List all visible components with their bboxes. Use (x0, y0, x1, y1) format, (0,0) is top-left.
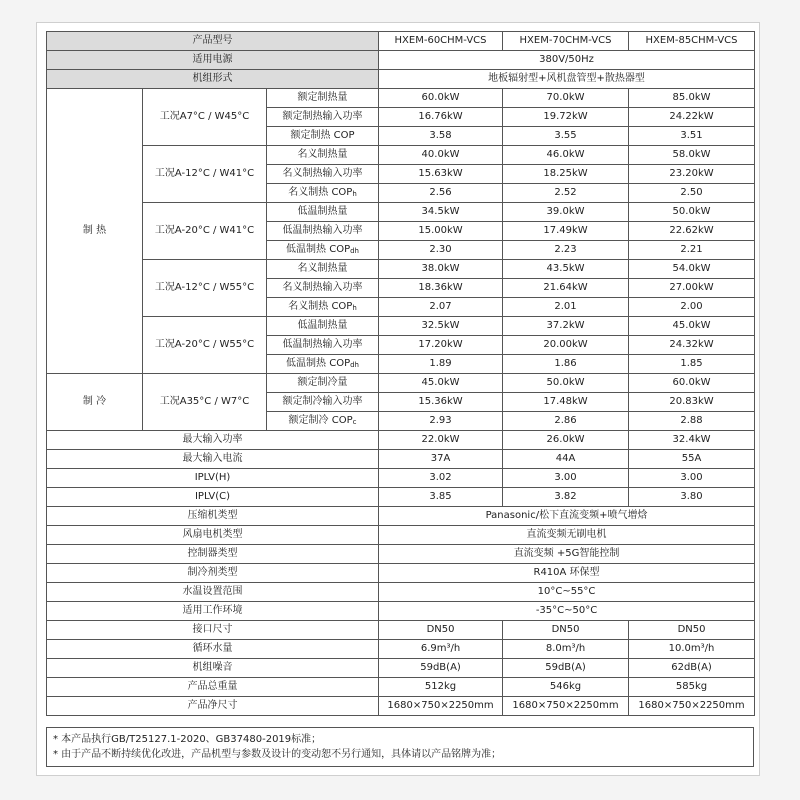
item-label (267, 241, 379, 260)
value-cell: 20.83kW (629, 393, 755, 412)
value-cell: 22.0kW (379, 431, 503, 450)
value-cell: 15.00kW (379, 222, 503, 241)
model-name: HXEM-60CHM-VCS (379, 32, 503, 51)
spec-table (46, 31, 755, 716)
value-cell: 2.88 (629, 412, 755, 431)
value-cell: 45.0kW (379, 374, 503, 393)
heating-group-label: 制 热 (47, 89, 143, 374)
item-text: 额定制冷量 (297, 377, 348, 388)
value-cell: 18.36kW (379, 279, 503, 298)
power-supply-value: 380V/50Hz (379, 51, 755, 70)
item-subscript: c (352, 418, 357, 426)
header-label: 产品型号 (47, 32, 379, 51)
value-cell: 20.00kW (503, 336, 629, 355)
value-cell: 24.32kW (629, 336, 755, 355)
spec-row (47, 621, 755, 640)
value-cell: 60.0kW (629, 374, 755, 393)
item-label (267, 412, 379, 431)
item-text: 低温制热 COP (286, 358, 351, 369)
value-cell: 2.21 (629, 241, 755, 260)
value-cell: 62dB(A) (629, 659, 755, 678)
value-cell: 85.0kW (629, 89, 755, 108)
value-cell: 17.49kW (503, 222, 629, 241)
value-cell: 8.0m³/h (503, 640, 629, 659)
header-row (47, 32, 755, 51)
item-label (267, 317, 379, 336)
item-text: 额定制热量 (297, 92, 348, 103)
condition-label: 工况A35°C / W7°C (143, 374, 267, 431)
value-cell: 2.01 (503, 298, 629, 317)
value-cell: 50.0kW (503, 374, 629, 393)
note-line: * 本产品执行GB/T25127.1-2020、GB37480-2019标准； (53, 734, 322, 745)
item-label (267, 393, 379, 412)
value-cell: 2.23 (503, 241, 629, 260)
common-value: 直流变频 +5G智能控制 (379, 545, 755, 564)
spec-label: 循环水量 (47, 640, 379, 659)
spec-label: 机组噪音 (47, 659, 379, 678)
value-cell: 26.0kW (503, 431, 629, 450)
item-label (267, 108, 379, 127)
value-cell: 2.52 (503, 184, 629, 203)
common-value: 10°C~55°C (379, 583, 755, 602)
common-value: 直流变频无刷电机 (379, 526, 755, 545)
item-label (267, 127, 379, 146)
value-cell: 3.00 (503, 469, 629, 488)
value-cell: 3.51 (629, 127, 755, 146)
item-subscript: h (352, 190, 357, 198)
item-text: 低温制热量 (297, 206, 348, 217)
spec-row (47, 450, 755, 469)
spec-label: 制冷剂类型 (47, 564, 379, 583)
value-cell: 46.0kW (503, 146, 629, 165)
value-cell: 512kg (379, 678, 503, 697)
value-cell: 34.5kW (379, 203, 503, 222)
spec-label: 最大输入功率 (47, 431, 379, 450)
item-label (267, 355, 379, 374)
value-cell: 55A (629, 450, 755, 469)
item-text: 额定制热输入功率 (282, 111, 363, 122)
value-cell: 3.00 (629, 469, 755, 488)
power-supply-label: 适用电源 (47, 51, 379, 70)
value-cell: 18.25kW (503, 165, 629, 184)
unit-type-row (47, 70, 755, 89)
value-cell: 23.20kW (629, 165, 755, 184)
item-label (267, 165, 379, 184)
common-row (47, 526, 755, 545)
item-label (267, 222, 379, 241)
value-cell: 2.07 (379, 298, 503, 317)
value-cell: 50.0kW (629, 203, 755, 222)
value-cell: 59dB(A) (503, 659, 629, 678)
common-row (47, 602, 755, 621)
spec-label: 产品总重量 (47, 678, 379, 697)
spec-label: IPLV(H) (47, 469, 379, 488)
spec-label: 压缩机类型 (47, 507, 379, 526)
spec-sheet (36, 22, 760, 776)
spec-label: 最大输入电流 (47, 450, 379, 469)
value-cell: 43.5kW (503, 260, 629, 279)
spec-row (47, 640, 755, 659)
heating-row (47, 260, 755, 279)
heating-row (47, 317, 755, 336)
value-cell: 40.0kW (379, 146, 503, 165)
value-cell: 2.00 (629, 298, 755, 317)
value-cell: 16.76kW (379, 108, 503, 127)
power-supply-row (47, 51, 755, 70)
item-text: 名义制热 COP (288, 301, 353, 312)
item-text: 名义制热量 (297, 263, 348, 274)
value-cell: 32.5kW (379, 317, 503, 336)
value-cell: 24.22kW (629, 108, 755, 127)
condition-label: 工况A7°C / W45°C (143, 89, 267, 146)
value-cell: 60.0kW (379, 89, 503, 108)
value-cell: 3.58 (379, 127, 503, 146)
item-text: 低温制热量 (297, 320, 348, 331)
value-cell: 37.2kW (503, 317, 629, 336)
value-cell: 17.20kW (379, 336, 503, 355)
spec-label: IPLV(C) (47, 488, 379, 507)
value-cell: 3.02 (379, 469, 503, 488)
item-label (267, 184, 379, 203)
condition-label: 工况A-12°C / W55°C (143, 260, 267, 317)
value-cell: 39.0kW (503, 203, 629, 222)
value-cell: 1.89 (379, 355, 503, 374)
condition-label: 工况A-20°C / W55°C (143, 317, 267, 374)
value-cell: 32.4kW (629, 431, 755, 450)
item-label (267, 146, 379, 165)
common-row (47, 564, 755, 583)
spec-row (47, 659, 755, 678)
value-cell: 10.0m³/h (629, 640, 755, 659)
unit-type-label: 机组形式 (47, 70, 379, 89)
value-cell: 15.36kW (379, 393, 503, 412)
item-label (267, 203, 379, 222)
item-label (267, 298, 379, 317)
value-cell: 2.93 (379, 412, 503, 431)
value-cell: 1680×750×2250mm (379, 697, 503, 716)
heating-row (47, 89, 755, 108)
value-cell: 1680×750×2250mm (629, 697, 755, 716)
value-cell: 21.64kW (503, 279, 629, 298)
spec-label: 风扇电机类型 (47, 526, 379, 545)
model-name: HXEM-85CHM-VCS (629, 32, 755, 51)
item-text: 名义制热输入功率 (282, 282, 363, 293)
notes-box (46, 727, 754, 767)
spec-table-body (47, 32, 755, 716)
value-cell: 15.63kW (379, 165, 503, 184)
spec-label: 水温设置范围 (47, 583, 379, 602)
common-row (47, 545, 755, 564)
value-cell: 1.86 (503, 355, 629, 374)
value-cell: 546kg (503, 678, 629, 697)
condition-label: 工况A-12°C / W41°C (143, 146, 267, 203)
spec-label: 产品净尺寸 (47, 697, 379, 716)
item-subscript: dh (350, 361, 359, 369)
value-cell: 19.72kW (503, 108, 629, 127)
item-text: 名义制热输入功率 (282, 168, 363, 179)
note-line: * 由于产品不断持续优化改进，产品机型与参数及设计的变动恕不另行通知，具体请以产品铭牌为准； (53, 749, 502, 760)
item-text: 额定制冷 COP (288, 415, 353, 426)
value-cell: 3.80 (629, 488, 755, 507)
value-cell: 3.85 (379, 488, 503, 507)
spec-row (47, 431, 755, 450)
common-row (47, 507, 755, 526)
spec-label: 接口尺寸 (47, 621, 379, 640)
common-value: R410A 环保型 (379, 564, 755, 583)
value-cell: 58.0kW (629, 146, 755, 165)
value-cell: 1.85 (629, 355, 755, 374)
value-cell: 3.82 (503, 488, 629, 507)
value-cell: 37A (379, 450, 503, 469)
spec-row (47, 488, 755, 507)
value-cell: 38.0kW (379, 260, 503, 279)
value-cell: 1680×750×2250mm (503, 697, 629, 716)
value-cell: 54.0kW (629, 260, 755, 279)
item-text: 低温制热 COP (286, 244, 351, 255)
heating-row (47, 203, 755, 222)
value-cell: 2.30 (379, 241, 503, 260)
value-cell: 59dB(A) (379, 659, 503, 678)
condition-label: 工况A-20°C / W41°C (143, 203, 267, 260)
model-name: HXEM-70CHM-VCS (503, 32, 629, 51)
item-label (267, 336, 379, 355)
item-label (267, 374, 379, 393)
spec-label: 控制器类型 (47, 545, 379, 564)
item-subscript: dh (350, 247, 359, 255)
item-text: 名义制热 COP (288, 187, 353, 198)
value-cell: DN50 (379, 621, 503, 640)
item-label (267, 89, 379, 108)
value-cell: 585kg (629, 678, 755, 697)
item-text: 低温制热输入功率 (282, 339, 363, 350)
item-text: 额定制热 COP (290, 130, 355, 141)
cooling-group-label: 制 冷 (47, 374, 143, 431)
value-cell: 70.0kW (503, 89, 629, 108)
item-label (267, 260, 379, 279)
value-cell: 3.55 (503, 127, 629, 146)
value-cell: 17.48kW (503, 393, 629, 412)
value-cell: 2.56 (379, 184, 503, 203)
item-text: 额定制冷输入功率 (282, 396, 363, 407)
value-cell: 45.0kW (629, 317, 755, 336)
value-cell: 2.86 (503, 412, 629, 431)
cooling-row (47, 374, 755, 393)
common-row (47, 583, 755, 602)
item-text: 低温制热输入功率 (282, 225, 363, 236)
value-cell: DN50 (503, 621, 629, 640)
item-text: 名义制热量 (297, 149, 348, 160)
item-label (267, 279, 379, 298)
value-cell: DN50 (629, 621, 755, 640)
unit-type-value: 地板辐射型+风机盘管型+散热器型 (379, 70, 755, 89)
value-cell: 27.00kW (629, 279, 755, 298)
common-value: Panasonic/松下直流变频+喷气增焓 (379, 507, 755, 526)
value-cell: 44A (503, 450, 629, 469)
value-cell: 2.50 (629, 184, 755, 203)
spec-label: 适用工作环境 (47, 602, 379, 621)
item-subscript: h (352, 304, 357, 312)
spec-row (47, 697, 755, 716)
value-cell: 22.62kW (629, 222, 755, 241)
common-value: -35°C~50°C (379, 602, 755, 621)
heating-row (47, 146, 755, 165)
spec-row (47, 469, 755, 488)
value-cell: 6.9m³/h (379, 640, 503, 659)
spec-row (47, 678, 755, 697)
